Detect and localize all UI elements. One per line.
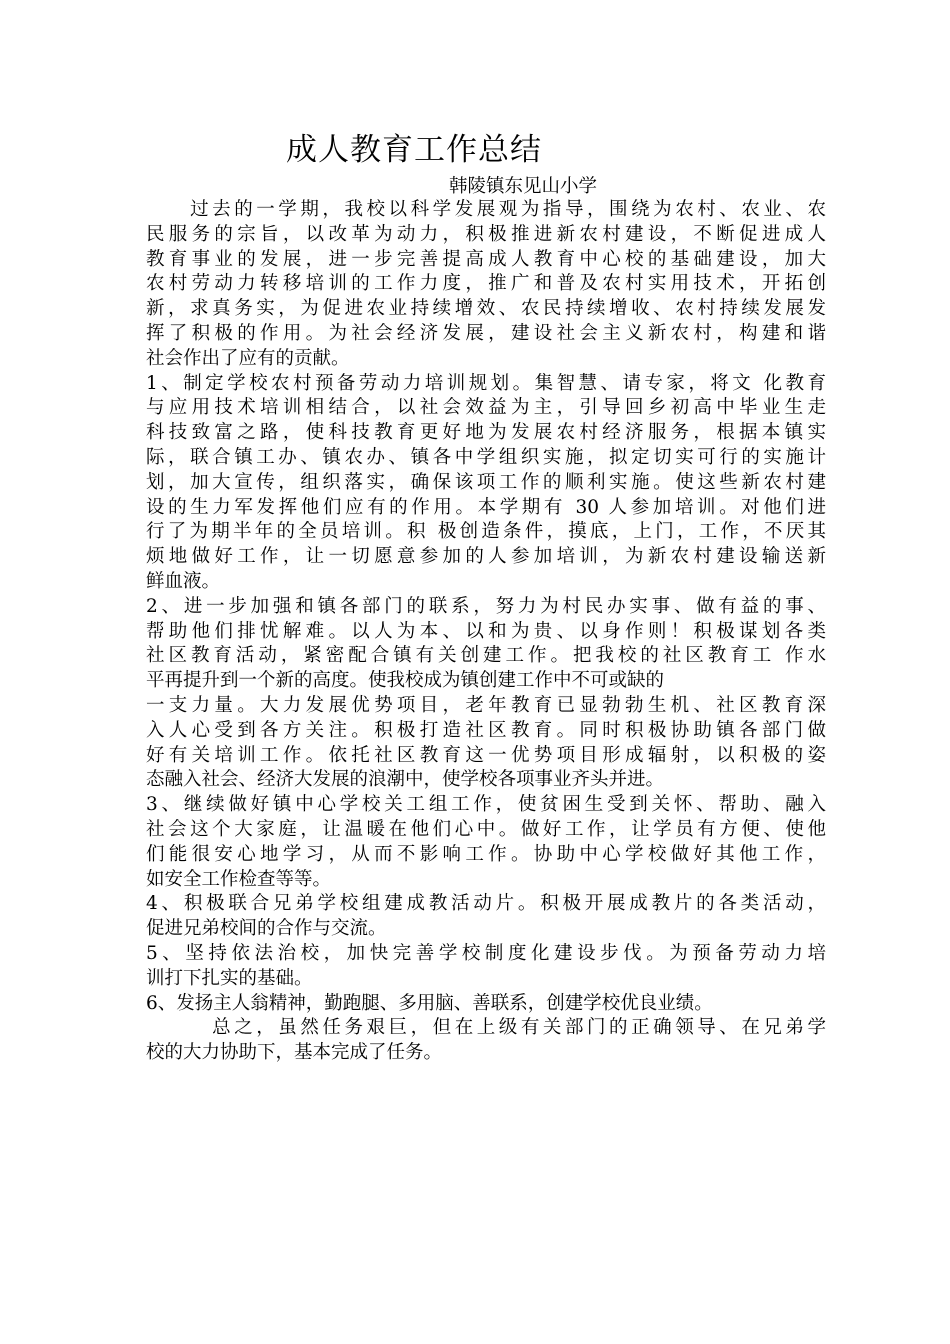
body-line: 训打下扎实的基础。 [146, 967, 313, 989]
body-line: 一支力量。大力发展优势项目，老年教育已显勃勃生机、社区教育深 [146, 694, 826, 716]
body-line: 教育事业的发展，进一步完善提高成人教育中心校的基础建设，加大 [146, 248, 826, 270]
body-line: 新，求真务实，为促进农业持续增效、农民持续增收、农村持续发展发 [146, 298, 826, 320]
body-line: 如安全工作检查等等。 [146, 868, 332, 890]
body-line: 4、积极联合兄弟学校组建成教活动片。积极开展成教片的各类活动， [146, 893, 826, 915]
document-body [146, 198, 826, 1066]
body-line: 态融入社会、经济大发展的浪潮中，使学校各项事业齐头并进。 [146, 769, 665, 791]
body-line: 划，加大宣传，组织落实，确保该项工作的顺利实施。使这些新农村建 [146, 471, 826, 493]
body-line: 社区教育活动，紧密配合镇有关创建工作。把我校的社区教育工 作水 [146, 645, 826, 667]
body-line: 民服务的宗旨，以改革为动力，积极推进新农村建设，不断促进成人 [146, 223, 826, 245]
body-line: 6、发扬主人翁精神，勤跑腿、多用脑、善联系，创建学校优良业绩。 [146, 992, 713, 1014]
body-line: 2、进一步加强和镇各部门的联系，努力为村民办实事、做有益的事、 [146, 595, 826, 617]
body-line: 过去的一学期，我校以科学发展观为指导，围绕为农村、农业、农 [146, 199, 826, 220]
body-line: 农村劳动力转移培训的工作力度，推广和普及农村实用技术，开拓创 [146, 273, 826, 295]
body-line: 社会作出了应有的贡献。 [146, 347, 350, 369]
body-line: 设的生力军发挥他们应有的作用。本学期有 30 人参加培训。对他们进 [146, 496, 826, 518]
body-line: 际，联合镇工办、镇农办、镇各中学组织实施，拟定切实可行的实施计 [146, 446, 826, 468]
body-line: 与应用技术培训相结合，以社会效益为主，引导回乡初高中毕业生走 [146, 397, 826, 419]
body-line: 入人心受到各方关注。积极打造社区教育。同时积极协助镇各部门做 [146, 719, 826, 741]
body-line: 促进兄弟校间的合作与交流。 [146, 918, 387, 940]
document-title: 成人教育工作总结 [286, 132, 542, 168]
body-line: 鲜血液。 [146, 570, 221, 592]
body-line: 科技致富之路，使科技教育更好地为发展农村经济服务，根据本镇实 [146, 422, 826, 444]
body-line: 社会这个大家庭，让温暖在他们心中。做好工作，让学员有方便、使他 [146, 818, 826, 840]
body-line: 总之，虽然任务艰巨，但在上级有关部门的正确领导、在兄弟学 [146, 1017, 826, 1039]
body-line: 行了为期半年的全员培训。积 极创造条件，摸底，上门，工作，不厌其 [146, 521, 826, 543]
document-author: 韩陵镇东见山小学 [449, 176, 598, 197]
body-line: 1、制定学校农村预备劳动力培训规划。集智慧、请专家，将文 化教育 [146, 372, 826, 394]
body-line: 校的大力协助下，基本完成了任务。 [146, 1042, 443, 1064]
body-line: 好有关培训工作。依托社区教育这一优势项目形成辐射，以积极的姿 [146, 744, 826, 766]
body-line: 挥了积极的作用。为社会经济发展，建设社会主义新农村，构建和谐 [146, 322, 826, 344]
body-line: 们能很安心地学习，从而不影响工作。协助中心学校做好其他工作， [146, 843, 826, 865]
body-line: 帮助他们排忧解难。以人为本、以和为贵、以身作则！积极谋划各类 [146, 620, 826, 642]
body-line: 平再提升到一个新的高度。使我校成为镇创建工作中不可或缺的 [146, 670, 665, 692]
body-line: 3、继续做好镇中心学校关工组工作，使贫困生受到关怀、帮助、融入 [146, 794, 826, 816]
body-line: 5、坚持依法治校，加快完善学校制度化建设步伐。为预备劳动力培 [146, 942, 826, 964]
body-line: 烦地做好工作，让一切愿意参加的人参加培训，为新农村建设输送新 [146, 546, 826, 568]
